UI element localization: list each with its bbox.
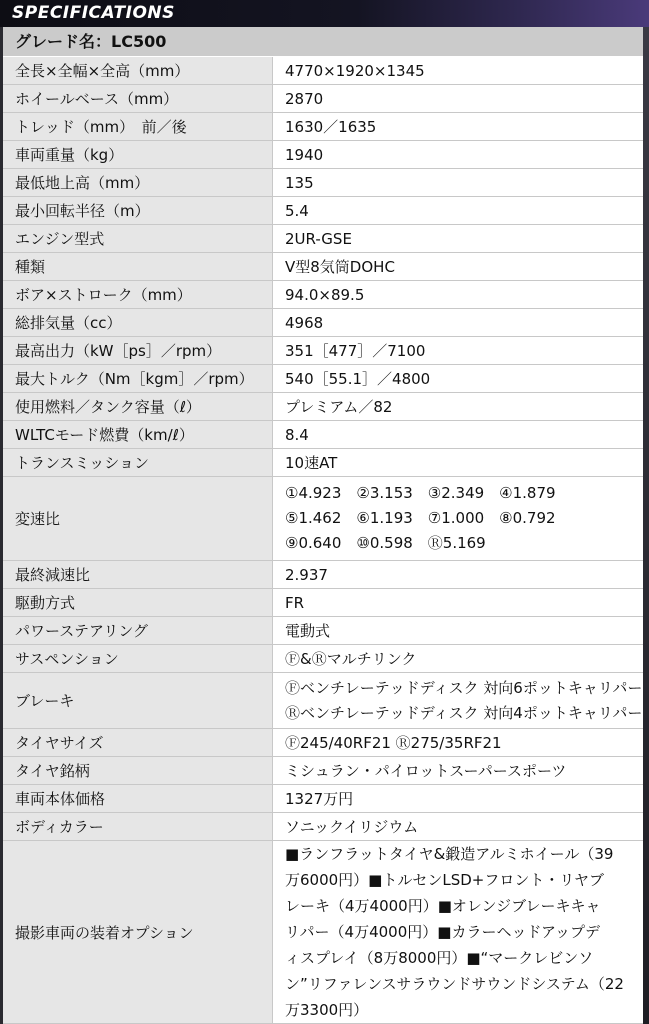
- spec-row: [3, 253, 643, 281]
- spec-value: 351［477］／7100: [273, 337, 643, 364]
- spec-value: 8.4: [273, 421, 643, 448]
- options-line: レーキ（4万4000円）■オレンジブレーキキャ: [285, 897, 601, 915]
- spec-label: トレッド（mm） 前／後: [3, 113, 273, 140]
- spec-value: 1630／1635: [273, 113, 643, 140]
- grade-row: [3, 27, 643, 57]
- spec-value: 1327万円: [273, 785, 643, 812]
- spec-value: 2.937: [273, 561, 643, 588]
- background-strip: [643, 27, 649, 1024]
- spec-row: [3, 57, 643, 85]
- spec-label: 全長×全幅×全高（mm）: [3, 57, 273, 84]
- spec-value: 10速AT: [273, 449, 643, 476]
- spec-row: [3, 589, 643, 617]
- spec-label: 最低地上高（mm）: [3, 169, 273, 196]
- spec-value: Ⓕ&Ⓡマルチリンク: [273, 645, 643, 672]
- spec-label: WLTCモード燃費（km/ℓ）: [3, 421, 273, 448]
- spec-label: タイヤサイズ: [3, 729, 273, 756]
- spec-value: V型8気筒DOHC: [273, 253, 643, 280]
- spec-row: [3, 309, 643, 337]
- spec-label: 種類: [3, 253, 273, 280]
- spec-row: [3, 813, 643, 841]
- spec-value: [273, 477, 643, 560]
- spec-row: [3, 169, 643, 197]
- spec-value: 電動式: [273, 617, 643, 644]
- brake-line: Ⓕベンチレーテッドディスク 対向6ポットキャリパー: [285, 678, 643, 697]
- spec-row: [3, 141, 643, 169]
- spec-label: 車両本体価格: [3, 785, 273, 812]
- gear-ratio-line: ①4.923 ②3.153 ③2.349 ④1.879: [285, 484, 556, 502]
- spec-value: 94.0×89.5: [273, 281, 643, 308]
- spec-label: ブレーキ: [3, 673, 273, 728]
- spec-label: 総排気量（cc）: [3, 309, 273, 336]
- grade-name: グレード名：LC500: [15, 32, 167, 51]
- spec-label: ボア×ストローク（mm）: [3, 281, 273, 308]
- spec-value: 135: [273, 169, 643, 196]
- spec-label: サスペンション: [3, 645, 273, 672]
- spec-value: Ⓕ245/40RF21 Ⓡ275/35RF21: [273, 729, 643, 756]
- spec-row: [3, 281, 643, 309]
- spec-row: [3, 421, 643, 449]
- spec-label: エンジン型式: [3, 225, 273, 252]
- spec-value: 2UR-GSE: [273, 225, 643, 252]
- spec-label: 変速比: [3, 477, 273, 560]
- options-line: 万6000円）■トルセンLSD+フロント・リヤブ: [285, 871, 605, 889]
- spec-value: 2870: [273, 85, 643, 112]
- spec-row: [3, 113, 643, 141]
- spec-label: 最終減速比: [3, 561, 273, 588]
- section-title: SPECIFICATIONS: [12, 3, 175, 23]
- spec-label: ホイールベース（mm）: [3, 85, 273, 112]
- spec-row: [3, 757, 643, 785]
- section-header: [0, 0, 649, 27]
- options-line: ィスプレイ（8万8000円）■“マークレビンソ: [285, 949, 594, 967]
- spec-row: [3, 645, 643, 673]
- spec-label: 最高出力（kW［ps］／rpm）: [3, 337, 273, 364]
- spec-table: [3, 27, 643, 1024]
- spec-label: 最大トルク（Nm［kgm］／rpm）: [3, 365, 273, 392]
- spec-label: 車両重量（kg）: [3, 141, 273, 168]
- spec-value: 4770×1920×1345: [273, 57, 643, 84]
- spec-row: [3, 729, 643, 757]
- spec-label: 使用燃料／タンク容量（ℓ）: [3, 393, 273, 420]
- spec-row: [3, 561, 643, 589]
- spec-value: ソニックイリジウム: [273, 813, 643, 840]
- spec-label: トランスミッション: [3, 449, 273, 476]
- spec-value: 540［55.1］／4800: [273, 365, 643, 392]
- spec-value: [273, 841, 643, 1023]
- spec-value: [273, 673, 649, 728]
- spec-value: 5.4: [273, 197, 643, 224]
- spec-label: 撮影車両の装着オプション: [3, 841, 273, 1023]
- spec-row: [3, 225, 643, 253]
- spec-value: FR: [273, 589, 643, 616]
- spec-row-gear-ratio: [3, 477, 643, 561]
- spec-row: [3, 197, 643, 225]
- spec-row: [3, 85, 643, 113]
- spec-row-brake: [3, 673, 643, 729]
- spec-value: 1940: [273, 141, 643, 168]
- spec-value: ミシュラン・パイロットスーパースポーツ: [273, 757, 643, 784]
- options-line: リパー（4万4000円）■カラーヘッドアップデ: [285, 923, 600, 941]
- spec-row: [3, 785, 643, 813]
- spec-row: [3, 365, 643, 393]
- spec-row: [3, 449, 643, 477]
- options-line: 万3300円）: [285, 1001, 369, 1019]
- spec-label: 最小回転半径（m）: [3, 197, 273, 224]
- gear-ratio-line: ⑤1.462 ⑥1.193 ⑦1.000 ⑧0.792: [285, 509, 556, 527]
- spec-label: タイヤ銘柄: [3, 757, 273, 784]
- spec-row: [3, 337, 643, 365]
- options-line: ン”リファレンスサラウンドサウンドシステム（22: [285, 975, 624, 993]
- spec-row-options: [3, 841, 643, 1024]
- brake-line: Ⓡベンチレーテッドディスク 対向4ポットキャリパー: [285, 703, 643, 722]
- spec-row: [3, 617, 643, 645]
- spec-label: パワーステアリング: [3, 617, 273, 644]
- spec-label: 駆動方式: [3, 589, 273, 616]
- spec-value: プレミアム／82: [273, 393, 643, 420]
- spec-row: [3, 393, 643, 421]
- gear-ratio-line: ⑨0.640 ⑩0.598 Ⓡ5.169: [285, 534, 486, 552]
- spec-label: ボディカラー: [3, 813, 273, 840]
- spec-value: 4968: [273, 309, 643, 336]
- options-line: ■ランフラットタイヤ&鍛造アルミホイール（39: [285, 845, 614, 863]
